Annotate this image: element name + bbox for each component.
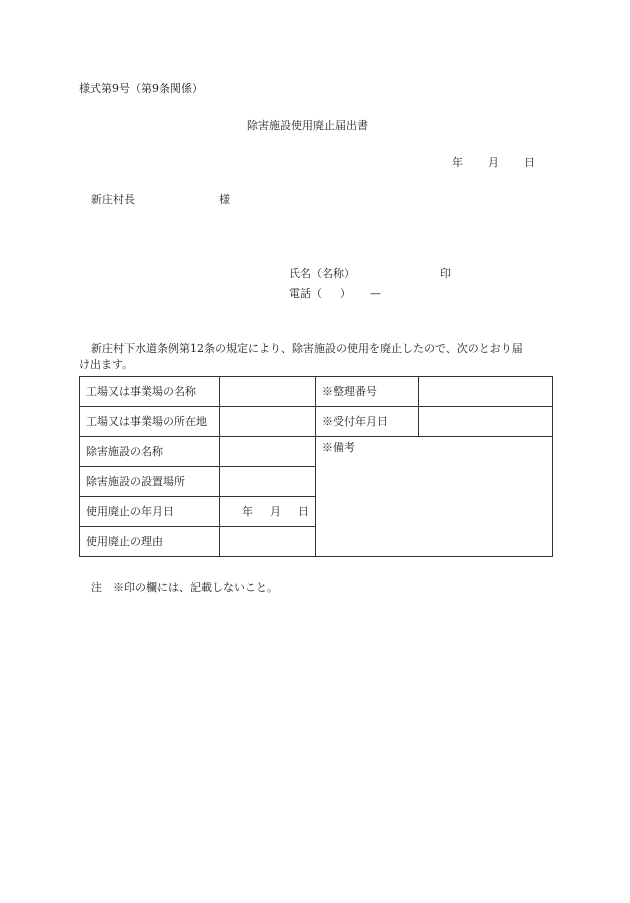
footnote: 注 ※印の欄には、記載しないこと。: [91, 581, 278, 594]
table-row: [80, 437, 553, 467]
phone-close-paren: ）: [340, 287, 351, 300]
remarks-label: ※備考: [322, 441, 355, 454]
phone-dash: —: [370, 287, 381, 300]
reference-no-label: ※整理番号: [316, 377, 419, 407]
applicant-name-label: 氏名（名称）: [289, 267, 355, 280]
form-number: 様式第9号（第9条関係）: [79, 82, 203, 95]
row-label: 工場又は事業場の所在地: [80, 407, 220, 437]
addressee-honorific: 様: [219, 193, 230, 206]
installation-location-field[interactable]: [220, 467, 316, 497]
discontinuation-date-field[interactable]: [220, 497, 316, 527]
treatment-facility-name-field[interactable]: [220, 437, 316, 467]
table-row: [80, 407, 553, 437]
body-text-line1: 新庄村下水道条例第12条の規定により、除害施設の使用を廃止したので、次のとおり届: [91, 342, 523, 355]
facility-name-field[interactable]: [220, 377, 316, 407]
date-day-unit: 日: [524, 156, 535, 169]
discontinuation-reason-field[interactable]: [220, 527, 316, 557]
phone-label: 電話（: [289, 287, 322, 300]
table-row: [80, 377, 553, 407]
seal-mark: 印: [440, 267, 451, 280]
received-date-field: [419, 407, 553, 437]
row-label: 除害施設の名称: [80, 437, 220, 467]
date-month-unit: 月: [488, 156, 499, 169]
row-label: 除害施設の設置場所: [80, 467, 220, 497]
notification-form-table: [79, 376, 553, 557]
document-title: 除害施設使用廃止届出書: [247, 119, 368, 132]
reference-no-field: [419, 377, 553, 407]
row-label: 使用廃止の理由: [80, 527, 220, 557]
date-unit-day: 日: [298, 504, 309, 518]
date-year-unit: 年: [452, 156, 463, 169]
row-label: 工場又は事業場の名称: [80, 377, 220, 407]
facility-address-field[interactable]: [220, 407, 316, 437]
row-label: 使用廃止の年月日: [80, 497, 220, 527]
addressee-name: 新庄村長: [91, 193, 135, 206]
body-text-line2: け出ます。: [79, 358, 134, 371]
received-date-label: ※受付年月日: [316, 407, 419, 437]
date-unit-month: 月: [270, 504, 281, 518]
remarks-cell: [316, 437, 553, 557]
date-unit-year: 年: [242, 504, 253, 518]
